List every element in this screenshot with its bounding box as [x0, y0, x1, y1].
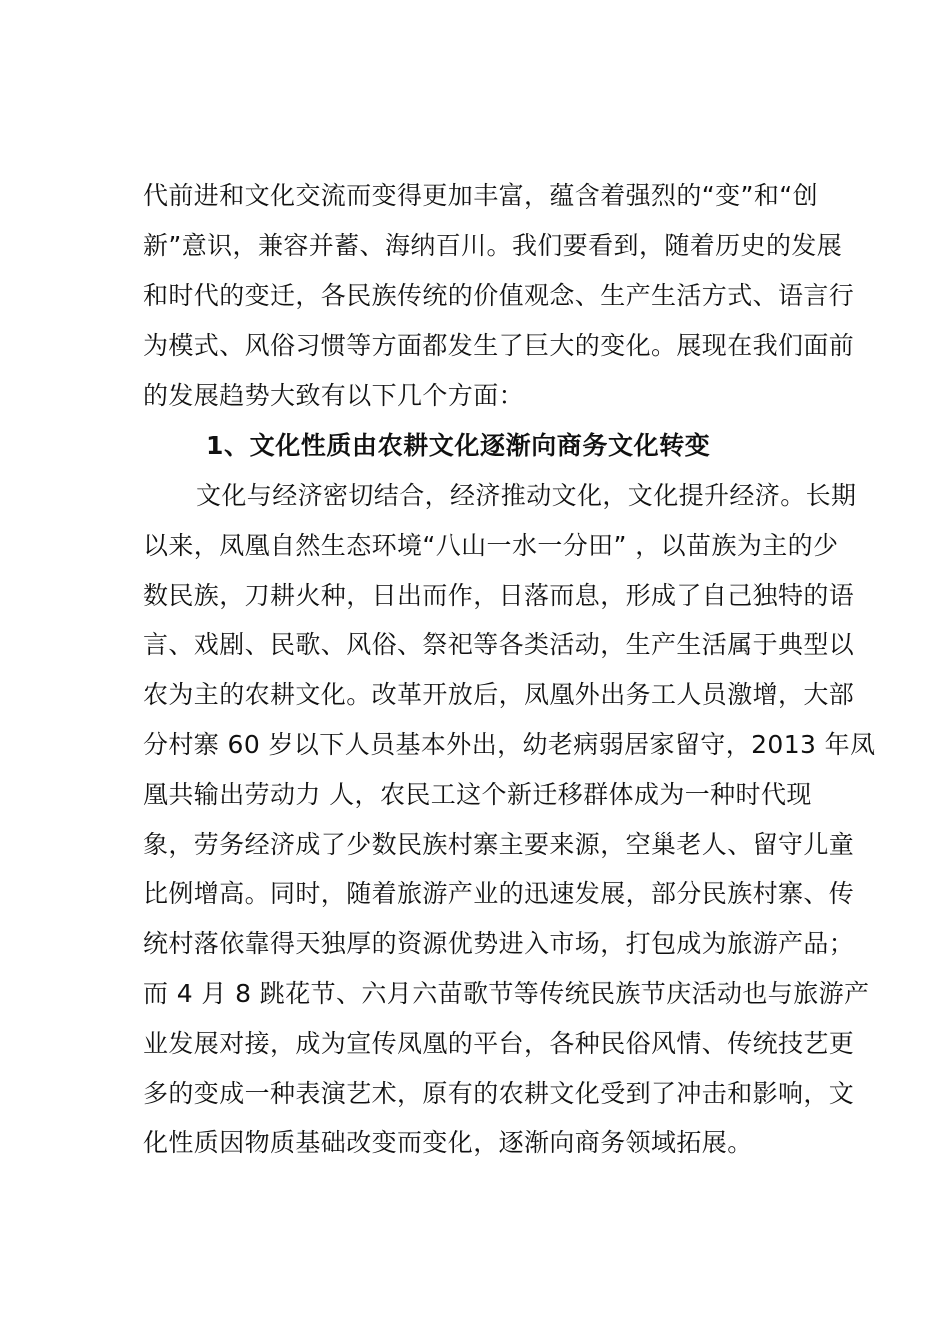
paragraph-2-line-4: 言、戏剧、民歌、风俗、祭祀等各类活动，生产生活属于典型以: [143, 630, 855, 659]
paragraph-2-line-12: 业发展对接，成为宣传凤凰的平台，各种民俗风情、传统技艺更: [143, 1029, 855, 1058]
paragraph-1-line-3: 和时代的变迁，各民族传统的价值观念、生产生活方式、语言行: [143, 281, 855, 310]
paragraph-2-line-7: 凰共输出劳动力 人，农民工这个新迁移群体成为一种时代现: [143, 780, 812, 809]
paragraph-2-line-8: 象，劳务经济成了少数民族村寨主要来源，空巢老人、留守儿童: [143, 830, 855, 859]
paragraph-2-line-1: 文化与经济密切结合，经济推动文化，文化提升经济。长期: [196, 481, 857, 510]
paragraph-2-line-9: 比例增高。同时，随着旅游产业的迅速发展，部分民族村寨、传: [143, 879, 855, 908]
paragraph-1-line-2: 新”意识，兼容并蓄、海纳百川。我们要看到，随着历史的发展: [143, 231, 843, 260]
paragraph-2-line-6: 分村寨 60 岁以下人员基本外出，幼老病弱居家留守，2013 年凤: [143, 730, 876, 759]
paragraph-2-line-14: 化性质因物质基础改变而变化，逐渐向商务领域拓展。: [143, 1128, 753, 1157]
paragraph-2-line-2: 以来，凤凰自然生态环境“八山一水一分田” ，以苗族为主的少: [143, 531, 839, 560]
paragraph-1-line-4: 为模式、风俗习惯等方面都发生了巨大的变化。展现在我们面前: [143, 331, 855, 360]
paragraph-2-line-5: 农为主的农耕文化。改革开放后，凤凰外出务工人员激增，大部: [143, 680, 855, 709]
paragraph-1-line-1: 代前进和文化交流而变得更加丰富，蕴含着强烈的“变”和“创: [143, 181, 819, 210]
paragraph-2-line-11: 而 4 月 8 跳花节、六月六苗歌节等传统民族节庆活动也与旅游产: [143, 979, 870, 1008]
paragraph-2-line-10: 统村落依靠得天独厚的资源优势进入市场，打包成为旅游产品；: [143, 929, 855, 958]
paragraph-1-line-5: 的发展趋势大致有以下几个方面：: [143, 381, 525, 410]
paragraph-2-line-3: 数民族，刀耕火种，日出而作，日落而息，形成了自己独特的语: [143, 581, 855, 610]
paragraph-2-line-13: 多的变成一种表演艺术，原有的农耕文化受到了冲击和影响，文: [143, 1079, 855, 1108]
section-1-heading: 1、文化性质由农耕文化逐渐向商务文化转变: [206, 431, 711, 460]
